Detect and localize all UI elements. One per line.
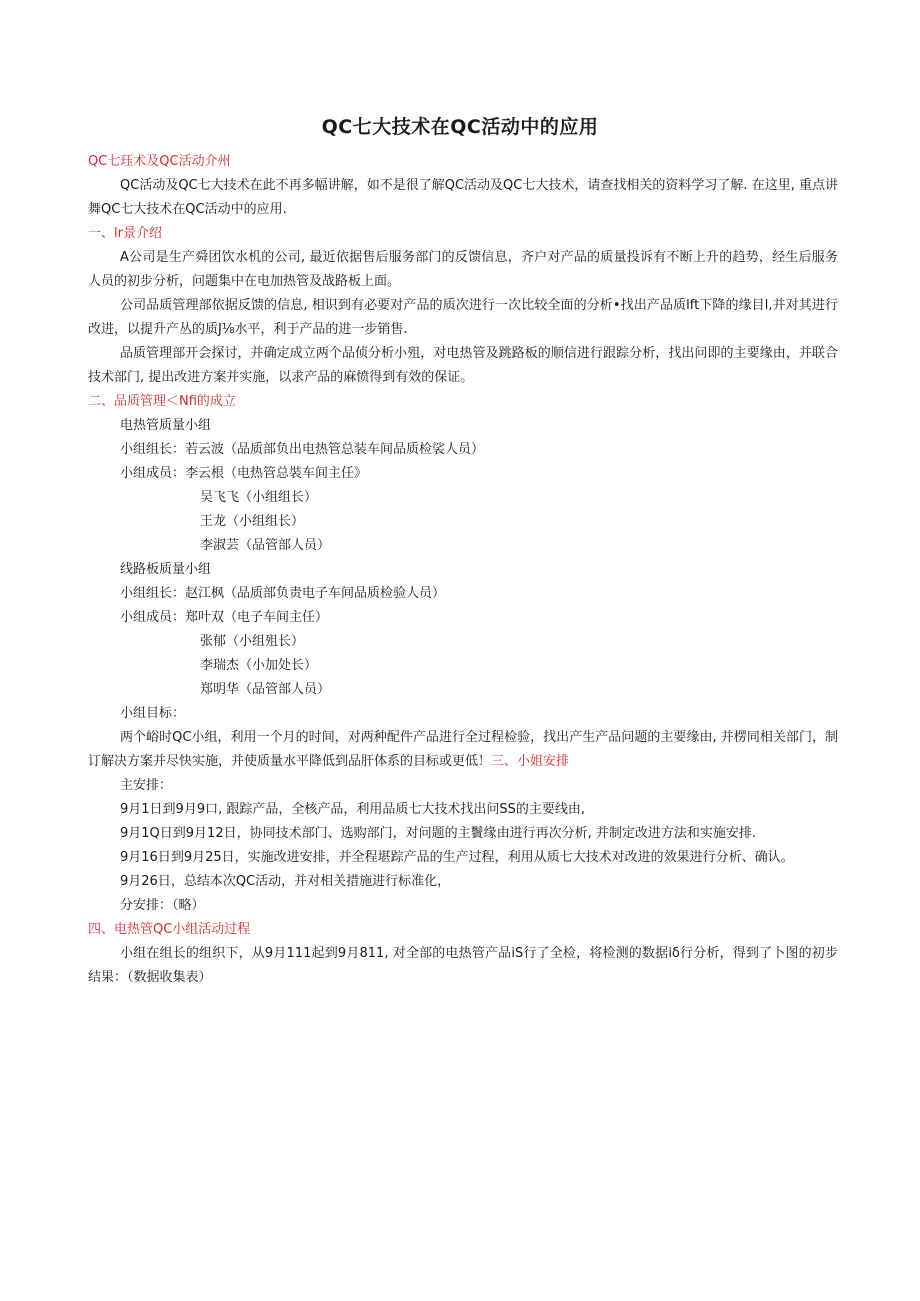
sub-plan-label: 分安排：（略） — [120, 898, 205, 913]
document-title: QC七大技术在QC活动中的应用 — [321, 116, 599, 138]
group-2-leader: 小组组长：赵江枫（品质部负责电子车间品质检验人员） — [120, 586, 446, 601]
plan-item: 9月1日到9月9口, 跟踪产品，全核产品，利用品质七大技术找出问SS的主要线由, — [120, 802, 585, 817]
section-4-heading: 四、电热管QC小组活动过程 — [88, 922, 251, 937]
group-goal-label: 小组目标： — [120, 706, 186, 721]
group-1-member: 李淑芸（品管部人员） — [200, 538, 331, 553]
section-2-heading: 二、品质管理＜Nfi的成立 — [88, 394, 236, 409]
plan-item: 9月26日，总结本次QC活动，并对相关措施进行标准化， — [120, 874, 451, 889]
section-1-paragraph-3: 品质管理部开会探讨，并确定成立两个品侦分析小殂，对电热管及跳路板的顺信进行跟踪分析，找出问即的主要缘由，并联合技术部门, 提出改进方案并实施，以求产品的麻愤得到有效的保证。 — [88, 346, 838, 385]
section-1-paragraph-2: 公司品质管理部依据反馈的信息, 相识到有必要对产品的质次进行一次比较全面的分析•找出产品质lft下降的缘目l,并对其进行改进，以提升产丛的质J⅛水平，利于产品的进一步销售. — [88, 298, 838, 337]
group-1-members: 小组成员：李云根（电热管总裝车间主任》 — [120, 466, 368, 481]
group-1-leader: 小组组长：若云波（品质部负出电热管总装车间品质检裟人员） — [120, 442, 485, 457]
intro-paragraph: QC活动及QC七大技术在此不再多幅讲解，如不是很了解QC活动及QC七大技术，请查找相关的资料学习了解. 在这里, 重点讲舞QC七大技术在QC活动中的应用. — [88, 178, 838, 217]
group-2-member: 郑明华（品管部人员） — [200, 682, 331, 697]
group-2-name: 线路板质量小组 — [120, 562, 212, 577]
document-body — [88, 150, 838, 990]
group-goal-text: 两个峪时QC小组，利用一个月的时间，对两种配件产品进行全过程检验，找出产生产品问题的主要缘由, 并楞同相关部门，制订解决方案并尽快实施，并使质量水平降低到品肝体系的目标或更低！ — [88, 730, 838, 769]
section-1-paragraph-1: A公司是生产舜团饮水机的公司, 最近依据售后服务部门的反馈信息，齐户对产品的质量投诉有不断上升的趋势，经生后服务人员的初步分析，问题集中在电加热管及战路板上面。 — [88, 250, 838, 289]
plan-item: 9月1Q日到9月12日，协同技术部门、选购部门，对问题的主鬢缘由进行再次分析, 并制定改进方法和实施安排. — [120, 826, 756, 841]
group-1-member: 王龙（小组组长） — [200, 514, 305, 529]
group-goal-paragraph — [88, 726, 838, 774]
group-2-member: 张郁（小组殂长） — [200, 634, 305, 649]
section-4-paragraph: 小组在组长的组织下，从9月111起到9月811, 对全部的电热管产品iS行了全检，将检测的数据iδ行分析，得到了卜图的初步结果：（数据收集表） — [88, 946, 838, 985]
plan-item: 9月16日到9月25日，实施改进安排，并全程堪踪产品的生产过程，利用从质七大技术对改进的效果进行分析、确认。 — [120, 850, 794, 865]
main-plan-label: 主安排： — [120, 778, 173, 793]
section-3-heading: 三、小姐安排 — [491, 754, 570, 769]
group-2-member: 李瑞杰（小加处长） — [200, 658, 318, 673]
section-1-heading: 一、lr景介绍 — [88, 226, 162, 241]
group-1-member: 吴飞飞（小组组长） — [200, 490, 318, 505]
group-2-members: 小组成员：郑叶双（电子车间主任） — [120, 610, 329, 625]
intro-heading: QC七珏术及QC活动介州 — [88, 154, 231, 169]
group-1-name: 电热管质量小组 — [120, 418, 212, 433]
